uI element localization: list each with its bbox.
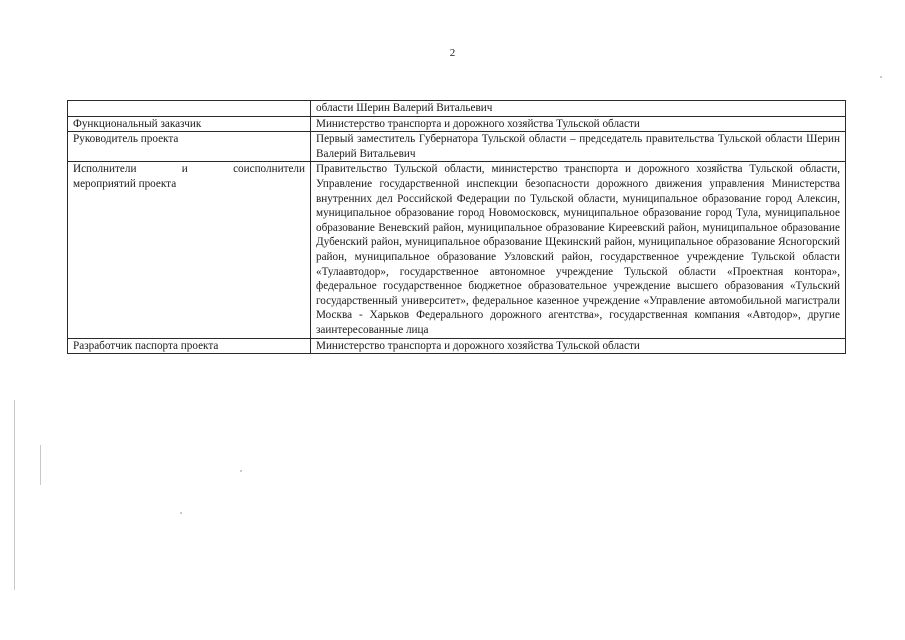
row-label xyxy=(68,101,311,117)
row-value: области Шерин Валерий Витальевич xyxy=(311,101,846,117)
row-label-executors xyxy=(68,162,311,338)
table-row xyxy=(68,132,846,162)
scan-artifact xyxy=(14,400,15,590)
scan-artifact xyxy=(180,512,182,514)
table-row xyxy=(68,338,846,354)
scan-artifact xyxy=(880,76,882,78)
row-value-project-head: Первый заместитель Губернатора Тульской области – председатель правительства Тульской области Шерин Валерий Витальевич xyxy=(311,132,846,162)
page-number: 2 xyxy=(449,47,456,59)
executors-label-word: соисполнители xyxy=(233,163,305,176)
row-value-executors: Правительство Тульской области, министерство транспорта и дорожного хозяйства Тульской области, Управление государственной инспекции безопасности дорожного движения управления Министерства внутренних дел Российской Федерации по Тульской области, муниципальное образование город Алексин, муниципальное образование город Новомосковск, муниципальное образование город Тула, муниципальное образование Веневский район, муниципальное образование Киреевский район, муниципальное образование Дубенский район, муниципальное образование Щекинский район, муниципальное образование Ясногорский район, муниципальное образование Узловский район, государственное учреждение Тульской области «Тулаавтодор», государственное автономное учреждение Тульской области «Проектная контора», федеральное государственное бюджетное образовательное учреждение высшего образования «Тульский государственный университет», федеральное казенное учреждение «Управление автомобильной магистрали Москва - Харьков Федерального дорожного агентства», государственная компания «Автодор», другие заинтересованные лица xyxy=(311,162,846,338)
scan-artifact xyxy=(240,470,242,472)
table-row xyxy=(68,162,846,338)
table-row xyxy=(68,116,846,132)
executors-label-line1 xyxy=(73,162,305,177)
executors-label-word: и xyxy=(181,163,188,176)
row-label-functional-customer: Функциональный заказчик xyxy=(68,116,311,132)
row-label-project-head: Руководитель проекта xyxy=(68,132,311,162)
project-passport-table xyxy=(67,100,846,354)
row-value-functional-customer: Министерство транспорта и дорожного хозяйства Тульской области xyxy=(311,116,846,132)
table-row xyxy=(68,101,846,117)
row-label-passport-developer: Разработчик паспорта проекта xyxy=(68,338,311,354)
executors-label-word: Исполнители xyxy=(73,163,137,176)
scan-artifact xyxy=(40,445,41,485)
executors-label-line2: мероприятий проекта xyxy=(73,177,177,190)
row-value-passport-developer: Министерство транспорта и дорожного хозяйства Тульской области xyxy=(311,338,846,354)
